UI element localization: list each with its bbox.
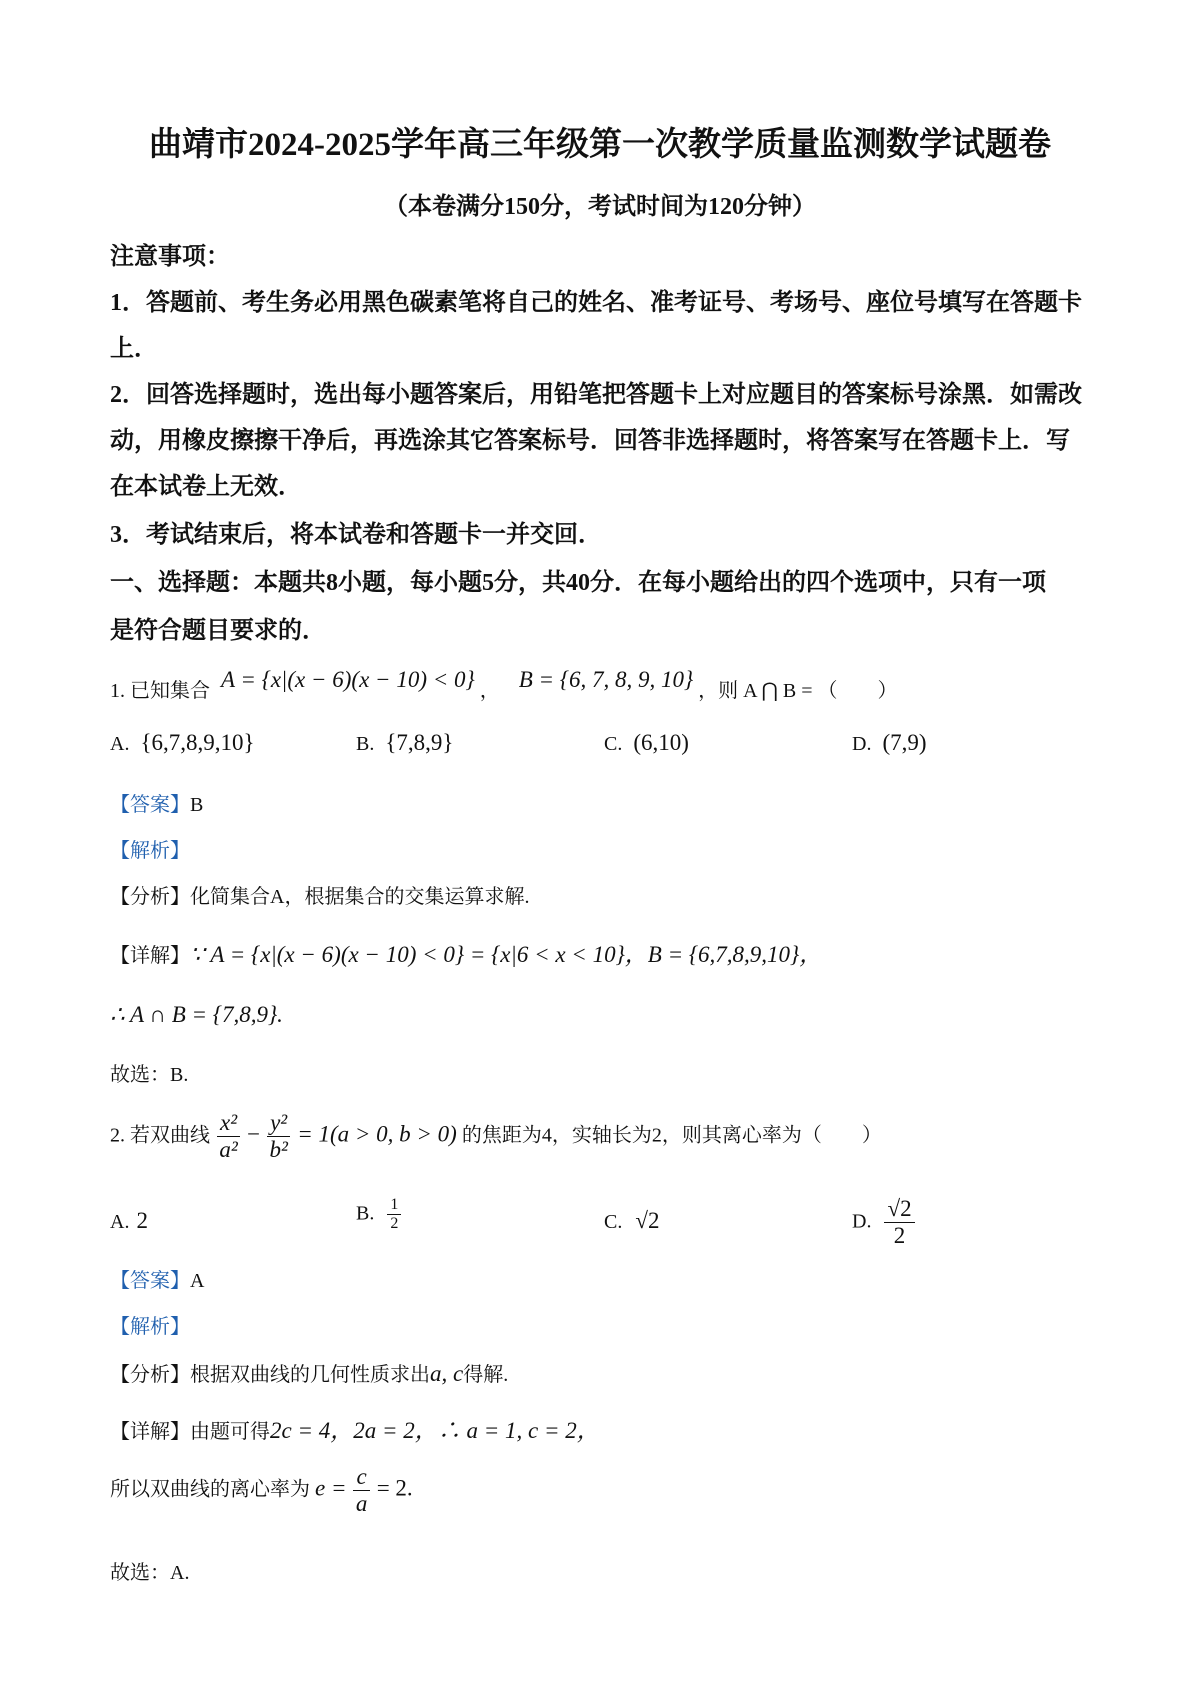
ecc-e: e =	[315, 1475, 347, 1501]
question-1-xiangjie	[110, 936, 822, 969]
fenxi-text-pre: 根据双曲线的几何性质求出	[190, 1364, 430, 1386]
option-value: 2	[136, 1208, 148, 1233]
note-item-2-line-1: 2．回答选择题时，选出每小题答案后，用铅笔把答题卡上对应题目的答案标号涂黑．如需改	[110, 382, 1082, 408]
fraction-denominator: b²	[269, 1137, 288, 1163]
note-item-3: 3．考试结束后，将本试卷和答题卡一并交回．	[110, 522, 602, 548]
option-label: A.	[110, 733, 130, 755]
fraction-numerator: √2	[884, 1196, 914, 1223]
fraction-denominator: a²	[219, 1137, 238, 1163]
question-2-stem	[110, 1110, 882, 1164]
question-1-fenxi	[110, 880, 529, 909]
option-value: (7,9)	[882, 730, 927, 755]
fenxi-text: 化简集合A，根据集合的交集运算求解.	[190, 886, 530, 908]
answer-value: A	[190, 1270, 205, 1292]
question-1-stem	[110, 667, 898, 703]
xiangjie-math: ∵ A = {x|(x − 6)(x − 10) < 0} = {x|6 < x < 10}，B = {6,7,8,9,10}，	[190, 942, 823, 967]
question-2-rest: 的焦距为4，实轴长为2，则其离心率为（ ）	[461, 1124, 882, 1147]
question-1-option-d	[852, 730, 927, 756]
question-2-eccentricity	[110, 1464, 413, 1518]
question-2-answer	[110, 1264, 204, 1293]
fenxi-tag: 【分析】	[110, 1364, 190, 1386]
question-1-set-b: B = {6, 7, 8, 9, 10}	[518, 667, 694, 692]
answer-value: B	[190, 794, 204, 816]
option-value: {6,7,8,9,10}	[140, 730, 255, 755]
xiangjie-math: 2c = 4，2a = 2，∴ a = 1, c = 2，	[270, 1418, 600, 1443]
option-value: {7,8,9}	[385, 730, 454, 755]
section-heading-line-1: 一、选择题：本题共8小题，每小题5分，共40分．在每小题给出的四个选项中，只有一项	[110, 570, 1046, 596]
note-item-2-line-3: 在本试卷上无效．	[110, 474, 302, 500]
fenxi-math: a, c	[430, 1361, 464, 1386]
option-fraction	[884, 1196, 914, 1250]
fraction-denominator: 2	[390, 1215, 399, 1233]
page-subtitle: （本卷满分150分，考试时间为120分钟）	[384, 194, 816, 220]
question-1-answer	[110, 788, 203, 817]
section-heading-line-2: 是符合题目要求的．	[110, 618, 326, 644]
option-value: (6,10)	[633, 730, 689, 755]
notes-heading: 注意事项：	[110, 244, 230, 270]
option-label: D.	[852, 733, 872, 755]
question-2-option-d	[852, 1196, 917, 1250]
question-1-prefix: 1. 已知集合	[110, 680, 210, 702]
page-title: 曲靖市2024-2025学年高三年级第一次教学质量监测数学试题卷	[149, 127, 1051, 163]
option-label: B.	[356, 1202, 375, 1225]
question-1-conclusion: ∴ A ∩ B = {7,8,9}.	[110, 1002, 283, 1027]
fraction-y2-b2	[267, 1110, 290, 1164]
question-1-set-a: A = {x|(x − 6)(x − 10) < 0}	[221, 667, 475, 692]
ecc-fraction	[353, 1464, 369, 1518]
minus-sign: −	[247, 1121, 261, 1147]
fenxi-text-post: 得解.	[463, 1364, 509, 1386]
question-1-option-c	[604, 730, 689, 756]
option-label: C.	[604, 733, 623, 755]
answer-tag: 【答案】	[110, 794, 190, 816]
fraction-denominator: a	[355, 1491, 368, 1517]
option-label: C.	[604, 1211, 623, 1233]
hyperbola-condition: = 1(a > 0, b > 0)	[297, 1121, 457, 1147]
question-1-ask: ，则 A ⋂ B = （ ）	[698, 680, 898, 702]
note-item-2-line-2: 动，用橡皮擦擦干净后，再选涂其它答案标号．回答非选择题时，将答案写在答题卡上．写	[110, 428, 1070, 454]
question-1-analysis-tag: 【解析】	[110, 840, 190, 862]
fraction-numerator: 1	[387, 1196, 401, 1215]
question-2-fenxi	[110, 1358, 508, 1387]
question-2-option-c	[604, 1208, 659, 1234]
question-2-option-b	[356, 1196, 403, 1234]
ecc-result: = 2.	[376, 1475, 413, 1501]
fenxi-tag: 【分析】	[110, 886, 190, 908]
question-2-xiangjie	[110, 1412, 600, 1445]
option-label: B.	[356, 733, 375, 755]
answer-tag: 【答案】	[110, 1270, 190, 1292]
question-2-choose: 故选：A.	[110, 1562, 190, 1584]
question-1-option-b	[356, 730, 453, 756]
option-label: D.	[852, 1210, 872, 1233]
question-2-analysis-tag: 【解析】	[110, 1316, 190, 1338]
fraction-denominator: 2	[893, 1223, 906, 1249]
option-value: √2	[635, 1208, 660, 1233]
fraction-numerator: y²	[267, 1110, 290, 1137]
fraction-numerator: c	[353, 1464, 369, 1491]
option-fraction	[387, 1196, 401, 1234]
xiangjie-text: 由题可得	[190, 1421, 270, 1443]
fraction-numerator: x²	[217, 1110, 240, 1137]
xiangjie-tag: 【详解】	[110, 1421, 190, 1443]
question-2-prefix: 2. 若双曲线	[110, 1124, 210, 1147]
xiangjie-tag: 【详解】	[110, 945, 190, 967]
ecc-text: 所以双曲线的离心率为	[110, 1478, 310, 1501]
question-1-separator: ，	[479, 680, 500, 702]
note-item-1-line-2: 上．	[110, 336, 158, 362]
note-item-1-line-1: 1．答题前、考生务必用黑色碳素笔将自己的姓名、准考证号、考场号、座位号填写在答题卡	[110, 290, 1082, 316]
fraction-x2-a2	[217, 1110, 240, 1164]
question-1-option-a	[110, 730, 255, 756]
question-2-option-a	[110, 1208, 148, 1234]
option-label: A.	[110, 1211, 130, 1233]
question-1-choose: 故选：B.	[110, 1064, 189, 1086]
